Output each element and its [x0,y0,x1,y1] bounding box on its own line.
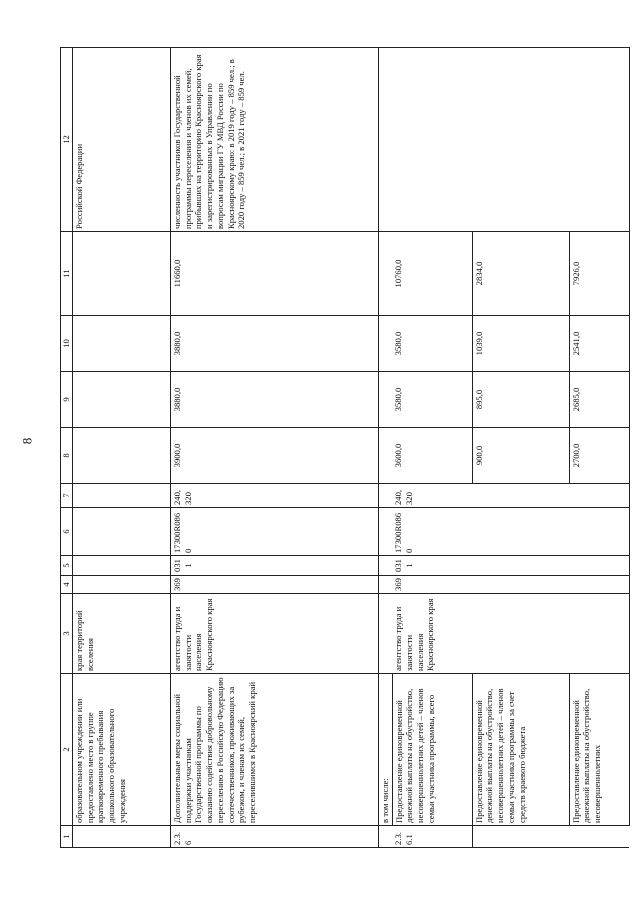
cell-description: Предоставление единовременной денежной выплаты на обустройство, несовершеннолетних детей – членов семьи участника программы за счет средств краевого бюджета [472,674,569,826]
cell [472,826,629,848]
col-header-8: 8 [61,428,73,484]
col-header-5: 5 [61,556,73,576]
cell-vr: 240, 320 [392,484,629,508]
cell [379,484,393,508]
table-row [379,48,393,848]
cell-value: 2541,0 [569,316,629,372]
cell-description: Предоставление единовременной денежной выплаты на обустройство, несовершеннолетних детей – членов семьи участника программы, всего [392,674,472,826]
cell [379,576,393,594]
cell-executor: края территорий вселения [73,594,171,674]
cell [379,48,393,232]
cell-result: Российской Федерации [73,48,171,232]
col-header-12: 12 [61,48,73,232]
cell-code: 2.3.6 [171,826,379,848]
cell-csr: 17300R0860 [392,508,629,556]
rotated-table-container [60,48,632,848]
cell-value: 1039,0 [472,316,569,372]
cell-description: Предоставление единовременной денежной выплаты на обустройство, несовершеннолетних [569,674,629,826]
cell-value: 895,0 [472,372,569,428]
cell [73,484,171,508]
cell [73,826,171,848]
cell-value: 900,0 [472,428,569,484]
cell [73,428,171,484]
cell-value: 10760,0 [392,232,472,316]
col-header-11: 11 [61,232,73,316]
cell-csr: 17300R0860 [171,508,379,556]
cell-executor: агентство труда и занятости населения Красноярского края [171,594,379,674]
cell-executor: агентство труда и занятости населения Красноярского края [392,594,629,674]
cell [379,428,393,484]
cell [73,508,171,556]
cell-value: 2700,0 [569,428,629,484]
col-header-10: 10 [61,316,73,372]
cell-value: 11660,0 [171,232,379,316]
table-row [73,48,171,848]
cell-value: 2834,0 [472,232,569,316]
page-number: 8 [19,437,35,445]
cell [379,826,393,848]
table-row [392,48,472,848]
cell-subheading: в том числе: [379,674,393,826]
cell-grbs: 369 [171,576,379,594]
column-numbers-row [61,48,73,848]
cell-value: 3580,0 [392,372,472,428]
col-header-2: 2 [61,674,73,826]
cell [379,316,393,372]
cell [379,372,393,428]
table-row [171,48,379,848]
cell-rzpr: 0311 [171,556,379,576]
cell [392,48,629,232]
cell [73,316,171,372]
cell-value: 3900,0 [171,428,379,484]
cell-result: численность участников Государственной программы переселения и членов их семей, прибывших на территорию Красноярского края и зарегистрированных в Управлении по вопросам миграции ГУ МВД России по Красноярскому краю: в 2019 году – 859 чел.; в 2020 году – 859 чел.; в 2021 году – 859 чел. [171,48,379,232]
cell-value: 3880,0 [171,316,379,372]
cell [73,232,171,316]
cell [379,232,393,316]
cell-value: 2685,0 [569,372,629,428]
cell [73,556,171,576]
cell-description: образовательном учреждении или предоставлено место в группе кратковременного пребывания дошкольного образовательного учреждения [73,674,171,826]
col-header-3: 3 [61,594,73,674]
col-header-6: 6 [61,508,73,556]
cell-code: 2.3.6.1 [392,826,472,848]
col-header-1: 1 [61,826,73,848]
cell [379,556,393,576]
cell-grbs: 369 [392,576,629,594]
cell [379,508,393,556]
col-header-7: 7 [61,484,73,508]
col-header-9: 9 [61,372,73,428]
cell-rzpr: 0311 [392,556,629,576]
cell-value: 3580,0 [392,316,472,372]
budget-table [60,47,630,848]
cell-value: 3600,0 [392,428,472,484]
cell [379,594,393,674]
cell-vr: 240, 320 [171,484,379,508]
col-header-4: 4 [61,576,73,594]
cell [73,372,171,428]
cell-description: Дополнительные меры социальной поддержки участникам Государственной программы по оказанию содействия добровольному переселению в Российскую Федерацию соотечественников, проживающих за рубежом, и членам их семей, переселившимся в Красноярский край [171,674,379,826]
cell-value: 7926,0 [569,232,629,316]
cell-value: 3880,0 [171,372,379,428]
cell [73,576,171,594]
